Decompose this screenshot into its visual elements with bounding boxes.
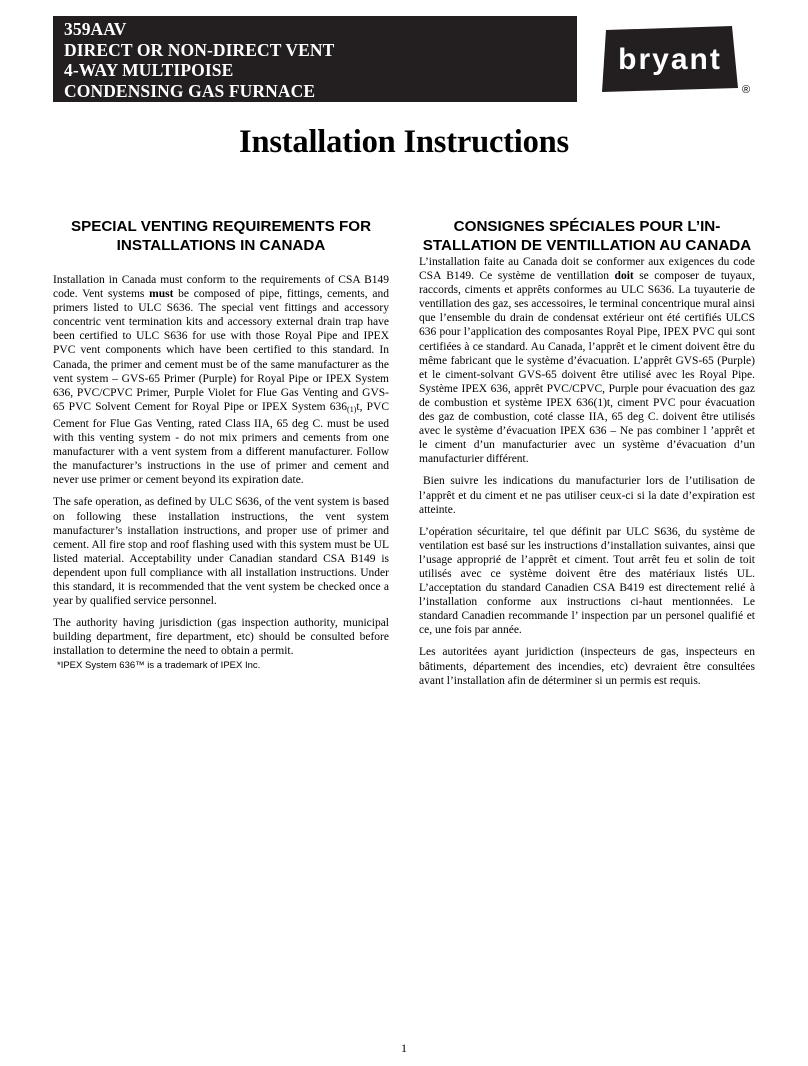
french-paragraph-4: Les autoritées ayant juridiction (inspecteurs de gas, inspecteurs en bâtiments, département des incendies, etc) devraient être consultées avant l’installation afin de déterminer si un permis est requis. xyxy=(419,646,755,687)
model-number: 359AAV xyxy=(64,19,127,39)
french-heading: CONSIGNES SPÉCIALES POUR L’IN-STALLATION DE VENTILLATION AU CANADA xyxy=(422,218,752,254)
french-paragraph-3: L’opération sécuritaire, tel que définit par ULC S636, du système de ventilation est basé sur les instructions d’installation suivantes, ainsi que l’usage approprié de l’apprêt et ciment. Tout arrêt feu et solin de toit utilisés avec ce système doivent être des matériaux listés UL. L’acceptation du standard Canadien CSA B419 est directement relié à l’installation conforme aux instructions ci-haut mentionnées. Le standard Canadien recommande l’ inspection par un personel qualifié et ce, une fois par année. xyxy=(419,525,755,637)
page-number: 1 xyxy=(401,1041,407,1055)
english-paragraph-2: The safe operation, as defined by ULC S636, of the vent system is based on following these installation instructions, the vent system manufacturer’s installation instructions, and proper use of primer and cement. All fire stop and roof flashing used with this system must be UL listed material. Acceptability under Canadian standard CSA B149 is dependent upon full compliance with all installation instructions. Under this standard, it is recommended that the vent system be checked once a year by qualified service personnel. xyxy=(53,496,389,608)
french-paragraph-2: Bien suivre les indications du manufacturier lors de l’utilisation de l’apprêt et du ciment et ne pas utiliser ceux-ci si la date d’expiration est atteinte. xyxy=(419,475,755,516)
product-line-2: 4-WAY MULTIPOISE xyxy=(64,60,234,80)
product-header-band xyxy=(53,16,577,102)
product-line-3: CONDENSING GAS FURNACE xyxy=(64,80,316,101)
page-title: Installation Instructions xyxy=(239,124,569,160)
french-paragraph-1: L’installation faite au Canada doit se conformer aux exigences du code CSA B149. Ce système de ventillation doit se composer de tuyaux, raccords, ciments et apprêts conformes au ULC S636. La tuyauterie de ventillation des gaz, ses accessoires, le terminal concentrique mural ainsi que l’ensemble du drain de condensat extérieur ont été certifiés ULCS 636 pour l’application des composantes Royal Pipe, IPEX PVC qui sont certifiées à ce standard. Au Canada, l’apprêt et le ciment doivent être du même fabricant que le système d’évacuation. L’apprêt GVS-65 (Purple) et le ciment-solvant GVS-65 doivent être utilisé avec les Royal Pipe. Système IPEX 636, apprêt PVC/CPVC, Purple pour évacuation des gaz de combustion et système IPEX 636(1)t, ciment PVC pour évacuation des gaz de combustion, coté classe IIA, 65 deg C. doivent être utilisés avec le système d’évacuation IPEX 636 – Ne pas combiner l ’apprêt et le ciment d’un manufacturier avec un système d’évacuation d’un manufacturier différent. xyxy=(419,256,755,466)
english-paragraph-3: The authority having jurisdiction (gas inspection authority, municipal building department, fire department, etc) should be consulted before installation to determine the need to obtain a permit. xyxy=(53,617,389,658)
bryant-logo xyxy=(598,24,740,94)
english-heading: SPECIAL VENTING REQUIREMENTS FOR INSTALLATIONS IN CANADA xyxy=(70,218,372,254)
product-line-1: DIRECT OR NON-DIRECT VENT xyxy=(64,39,335,60)
french-column xyxy=(419,218,755,696)
registered-mark: ® xyxy=(742,84,751,96)
english-paragraph-1: Installation in Canada must conform to the requirements of CSA B149 code. Vent systems must be composed of pipe, fittings, cements, and primers listed to ULC S636. The special vent fittings and accessory concentric vent termination kits and accessory external drain trap have been certified to ULC S636 for use with those Royal Pipe and IPEX PVC vent components which have been certified to this standard. In Canada, the primer and cement must be of the same manufacturer as the vent system – GVS-65 Primer (Purple) for Royal Pipe or IPEX System 636, PVC/CPVC Primer, Purple Violet for Flue Gas Venting and GVS-65 PVC Solvent Cement for Royal Pipe or IPEX System $636_{(1)}t$, PVC Cement for Flue Gas Venting, rated Class IIA, 65 deg C. must be used with this venting system - do not mix primers and cements from one manufacturer with a vent system from a different manufacturer. Follow the manufacturer’s instructions in the use of primer and cement and never use primer or cement beyond its expiration date. xyxy=(53,274,389,487)
brand-wordmark: bryant xyxy=(618,43,722,76)
english-column xyxy=(53,218,389,672)
trademark-footnote: *IPEX System 636™ is a trademark of IPEX Inc. xyxy=(57,660,261,672)
